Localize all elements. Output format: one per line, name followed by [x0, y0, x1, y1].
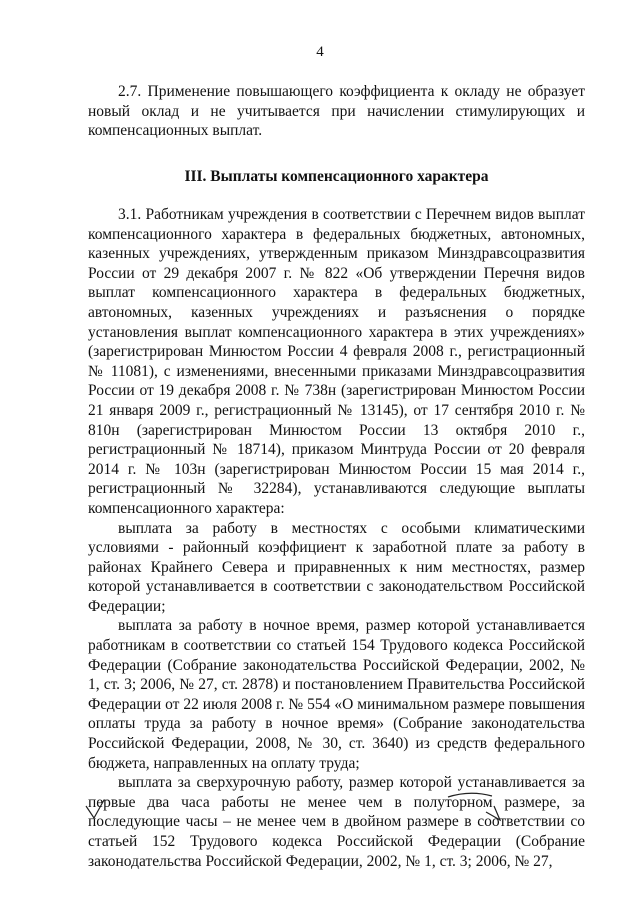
paragraph-2-7: 2.7. Применение повышающего коэффициента к окладу не образует новый оклад и не учитывается при начислении стимулирующих и компенсационных выплат.: [88, 83, 585, 140]
intro-paragraph-block: [88, 82, 585, 141]
section-body: [88, 205, 585, 871]
paragraph-climatic: выплата за работу в местностях с особыми климатическими условиями - районный коэффициент к заработной плате за работу в районах Крайнего Севера и приравненных к ним местностях, размер которой устанавливается в соответствии с законодательством Российской Федерации;: [88, 519, 585, 615]
paragraph-overtime: выплата за сверхурочную работу, размер которой устанавливается за первые два часа работы не менее чем в полуторном размере, за последующие часы – не менее чем в двойном размере в соответствии со статьей 152 Трудового кодекса Российской Федерации (Собрание законодательства Российской Федерации, 2002, № 1, ст. 3; 2006, № 27,: [88, 774, 585, 870]
page-number: 4: [316, 44, 324, 60]
paragraph-3-1: 3.1. Работникам учреждения в соответствии с Перечнем видов выплат компенсационного характера в федеральных бюджетных, автономных, казенных учреждениях, утвержденным приказом Минздравсоцразвития России от 29 декабря 2007 г. № 822 «Об утверждении Перечня видов выплат компенсационного характера в федеральных бюджетных, автономных, казенных учреждениях и разъяснения о порядке установления выплат компенсационного характера в этих учреждениях» (зарегистрирован Минюстом России 4 февраля 2008 г., регистрационный № 11081), с изменениями, внесенными приказами Минздравсоцразвития России от 19 декабря 2008 г. № 738н (зарегистрирован Минюстом России 21 января 2009 г., регистрационный № 13145), от 17 сентября 2010 г. № 810н (зарегистрирован Минюстом России 13 октября 2010 г., регистрационный № 18714), приказом Минтруда России от 20 февраля 2014 г. № 103н (зарегистрирован Минюстом России 15 мая 2014 г., регистрационный № 32284), устанавливаются следующие выплаты компенсационного характера:: [88, 206, 585, 517]
paragraph-night-work: выплата за работу в ночное время, размер которой устанавливается работникам в соответствии со статьей 154 Трудового кодекса Российской Федерации (Собрание законодательства Российской Федерации, 2002, № 1, ст. 3; 2006, № 27, ст. 2878) и постановлением Правительства Российской Федерации от 22 июля 2008 г. № 554 «О минимальном размере повышения оплаты труда за работу в ночное время» (Собрание законодательства Российской Федерации, 2008, № 30, ст. 3640) из средств федерального бюджета, направленных на оплату труда;: [88, 617, 585, 772]
section-heading: III. Выплаты компенсационного характера: [184, 168, 489, 185]
